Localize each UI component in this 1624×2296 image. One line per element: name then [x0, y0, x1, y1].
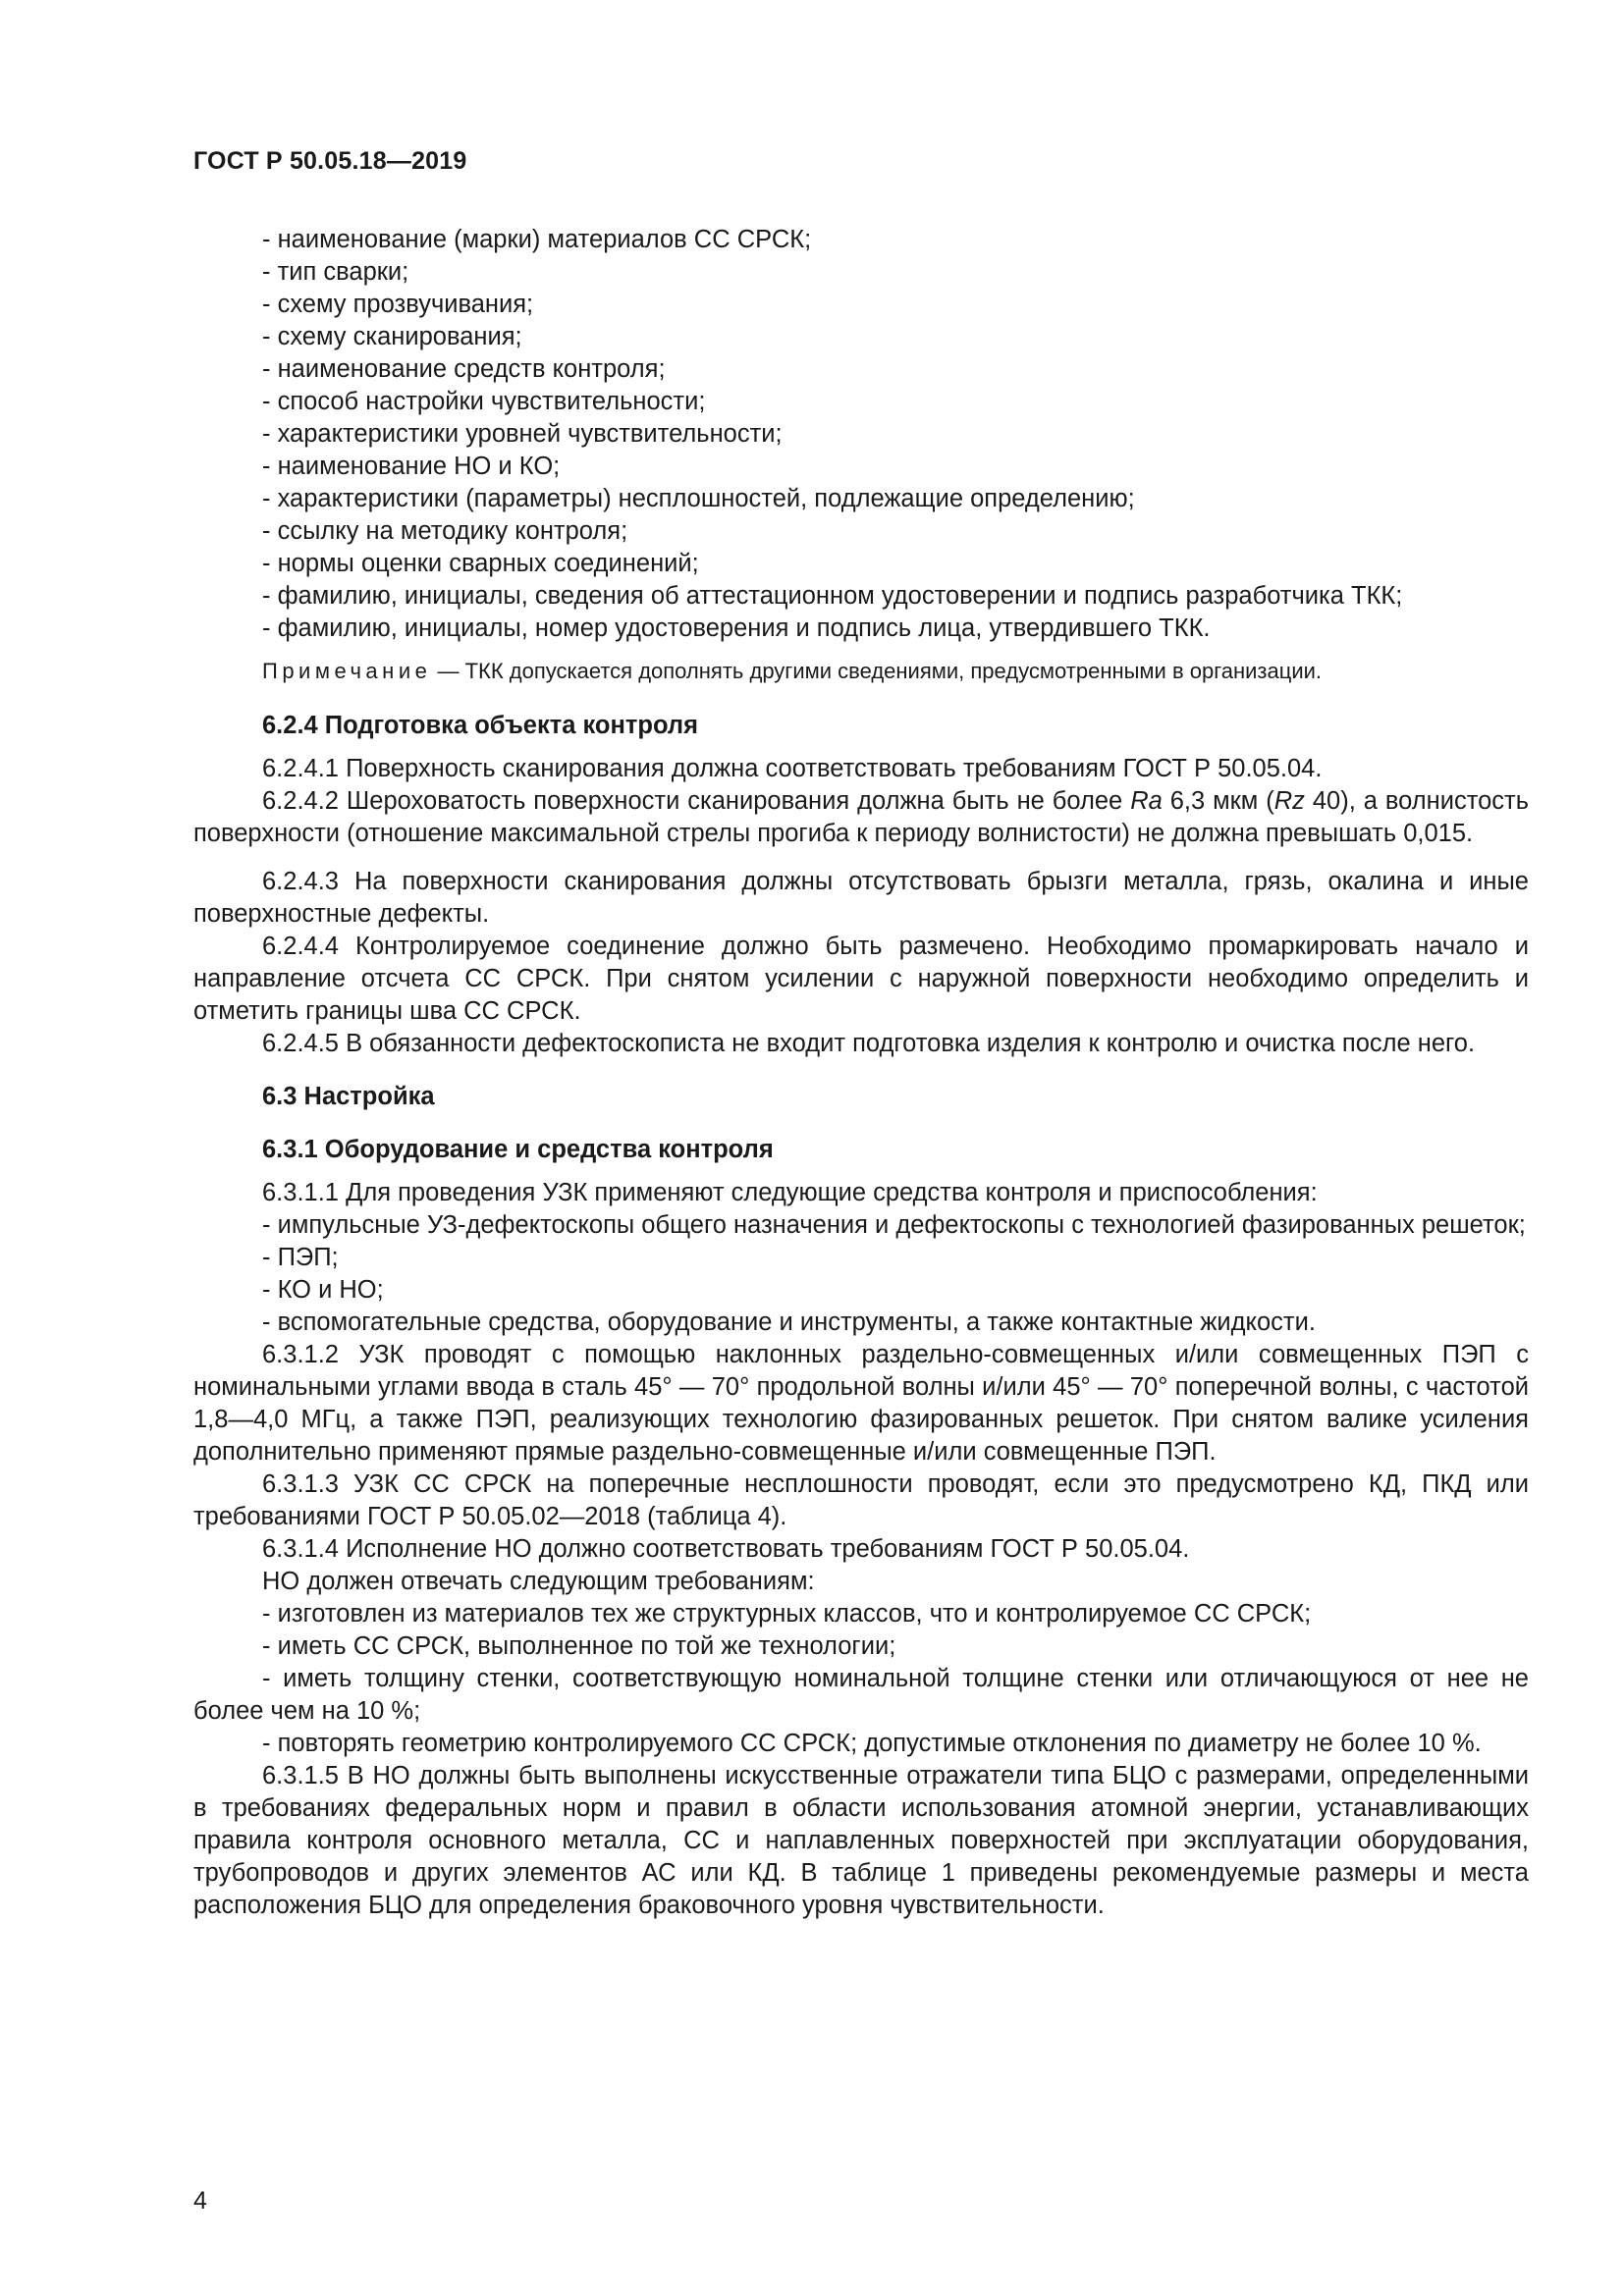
- list-item: - ПЭП;: [262, 1244, 339, 1271]
- list-item: - фамилию, инициалы, номер удостоверения и подпись лица, утвердившего ТКК.: [262, 614, 1211, 642]
- paragraph-6-3-1-2: 6.3.1.2 УЗК проводят с помощью наклонных раздельно-совмещенных и/или совмещенных ПЭП с номинальными углами ввода в сталь 45° — 70° продольной волны и/или 45° — 70° поперечной волны, с частотой 1,8—4,0 МГц, а также ПЭП, реализующих технологию фазированных решеток. При снятом валике усиления дополнительно применяют прямые раздельно-совмещенные и/или совмещенные ПЭП.: [193, 1341, 1529, 1466]
- list-item: - повторять геометрию контролируемого СС СРСК; допустимые отклонения по диаметру не более 10 %.: [262, 1730, 1482, 1757]
- page-number: 4: [193, 2187, 207, 2215]
- list-item: - изготовлен из материалов тех же структурных классов, что и контролируемое СС СРСК;: [262, 1600, 1312, 1628]
- list-item: - нормы оценки сварных соединений;: [262, 550, 699, 577]
- paragraph-6-2-4-2: 6.2.4.2 Шероховатость поверхности сканирования должна быть не более Ra 6,3 мкм (Rz 40), а волнистость поверхности (отношение максимальной стрелы прогиба к периоду волнистости) не должна превышать 0,015.: [193, 787, 1529, 847]
- note-text: — ТКК допускается дополнять другими сведениями, предусмотренными в организации.: [431, 659, 1323, 683]
- paragraph-6-2-4-4: 6.2.4.4 Контролируемое соединение должно быть размечено. Необходимо промаркировать начало и направление отсчета СС СРСК. При снятом усилении с наружной поверхности необходимо определить и отметить границы шва СС СРСК.: [193, 933, 1529, 1025]
- note-label: Примечание: [262, 659, 432, 683]
- list-item: - схему сканирования;: [262, 323, 522, 350]
- list-item: - фамилию, инициалы, сведения об аттестационном удостоверении и подпись разработчика ТКК;: [262, 582, 1403, 610]
- paragraph-6-3-1-5: 6.3.1.5 В НО должны быть выполнены искусственные отражатели типа БЦО с размерами, определенными в требованиях федеральных норм и правил в области использования атомной энергии, устанавливающих правила контроля основного металла, СС и наплавленных поверхностей при эксплуатации оборудования, трубопроводов и других элементов АС или КД. В таблице 1 приведены рекомендуемые размеры и места расположения БЦО для определения браковочного уровня чувствительности.: [193, 1762, 1529, 1919]
- list-item: - способ настройки чувствительности;: [262, 388, 706, 415]
- document-header: ГОСТ Р 50.05.18—2019: [193, 147, 467, 175]
- list-item: - схему прозвучивания;: [262, 291, 534, 318]
- paragraph-6-3-1-3: 6.3.1.3 УЗК СС СРСК на поперечные несплошности проводят, если это предусмотрено КД, ПКД или требованиями ГОСТ Р 50.05.02—2018 (таблица 4).: [193, 1470, 1529, 1530]
- section-heading-6-2-4: 6.2.4 Подготовка объекта контроля: [262, 712, 698, 739]
- list-item: - ссылку на методику контроля;: [262, 517, 628, 545]
- paragraph-6-2-4-1: 6.2.4.1 Поверхность сканирования должна соответствовать требованиям ГОСТ Р 50.05.04.: [262, 755, 1323, 782]
- list-item: - наименование НО и КО;: [262, 453, 561, 480]
- document-body: [193, 224, 1529, 1922]
- paragraph-6-2-4-3: 6.2.4.3 На поверхности сканирования должны отсутствовать брызги металла, грязь, окалина и иные поверхностные дефекты.: [193, 868, 1529, 928]
- requirements-list: [193, 224, 1529, 645]
- list-item: - иметь СС СРСК, выполненное по той же технологии;: [262, 1632, 896, 1660]
- note: [193, 657, 1529, 686]
- list-item: - вспомогательные средства, оборудование и инструменты, а также контактные жидкости.: [262, 1308, 1316, 1336]
- list-item: - импульсные УЗ-дефектоскопы общего назначения и дефектоскопы с технологией фазированных решеток;: [262, 1211, 1526, 1239]
- list-item: - тип сварки;: [262, 258, 409, 286]
- list-item: - наименование (марки) материалов СС СРСК;: [262, 226, 812, 253]
- list-item: - характеристики (параметры) несплошностей, подлежащие определению;: [262, 485, 1135, 512]
- list-item: - наименование средств контроля;: [262, 355, 666, 383]
- paragraph-6-3-1-4: 6.3.1.4 Исполнение НО должно соответствовать требованиям ГОСТ Р 50.05.04.: [262, 1535, 1190, 1563]
- paragraph-requirements-intro: НО должен отвечать следующим требованиям:: [262, 1568, 815, 1595]
- section-heading-6-3-1: 6.3.1 Оборудование и средства контроля: [262, 1136, 774, 1163]
- section-heading-6-3: 6.3 Настройка: [262, 1083, 435, 1110]
- list-item: - КО и НО;: [262, 1276, 384, 1304]
- paragraph-6-3-1-1: 6.3.1.1 Для проведения УЗК применяют следующие средства контроля и приспособления:: [262, 1179, 1318, 1206]
- paragraph-6-2-4-5: 6.2.4.5 В обязанности дефектоскописта не входит подготовка изделия к контролю и очистка после него.: [262, 1030, 1476, 1057]
- list-item: - характеристики уровней чувствительности;: [262, 420, 783, 448]
- list-item: - иметь толщину стенки, соответствующую номинальной толщине стенки или отличающуюся от нее не более чем на 10 %;: [193, 1665, 1529, 1725]
